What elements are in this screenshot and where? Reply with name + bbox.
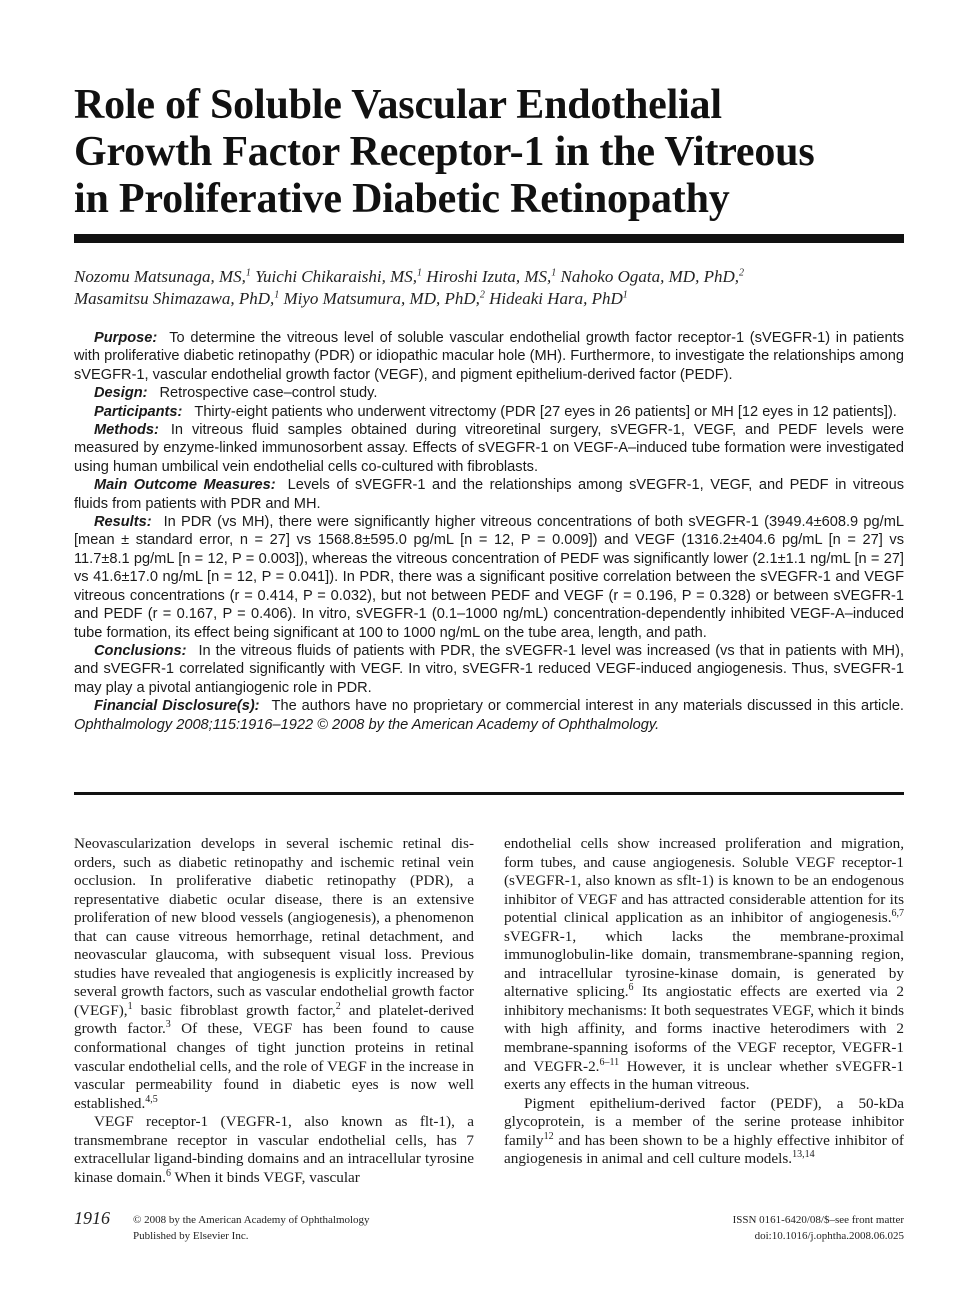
reference-marker: 4,5 — [145, 1093, 158, 1105]
abstract-outcome — [74, 476, 904, 513]
body-column-right — [504, 835, 904, 1169]
affiliation-marker: 1 — [245, 267, 251, 279]
body-text: Of these, VEGF has been found to cause conformational changes of tight junction proteins in retinal vascular endothelial cells, and the role of VEGF in the increase in vascular permeability found in diabetic eyes is now well established. — [74, 1020, 474, 1112]
section-label: Participants: — [94, 403, 183, 420]
affiliation-marker: 1 — [417, 267, 422, 279]
section-label: Design: — [94, 385, 148, 402]
author-name: Yuichi Chikaraishi, MS, — [255, 267, 417, 286]
reference-marker: 3 — [165, 1019, 171, 1031]
author-list — [74, 266, 904, 310]
reference-marker: 6–11 — [599, 1056, 620, 1068]
affiliation-marker: 2 — [479, 289, 485, 301]
reference-marker: 2 — [335, 1000, 341, 1012]
reference-marker: 13,14 — [792, 1149, 815, 1161]
body-text: However, it is unclear whether sVEGFR-1 exerts any effects in the human vitreous. — [504, 1057, 904, 1094]
section-text: In PDR (vs MH), there were significantly higher vitreous concentrations of both sVEGFR-1 (3949.4±608.9 pg/mL [mean ± standard error, n = 27] vs 1568.8±595.0 pg/mL [n = 12, P = 0.009]) and VEGF (1316.2±404.6 pg/mL [n = 27] vs 11.7±8.1 pg/mL [n = 12, P = 0.003]), whereas the vitreous concentration of PEDF was significantly lower (2.1±1.1 ng/mL [n = 27] vs 41.6±17.0 ng/mL [n = 12, P = 0.041]). In PDR, there was a significant positive correlation between the sVEGFR-1 and VEGF vitreous concentrations (r = 0.414, P = 0.032), but not between PEDF and VEGF (r = 0.196, P = 0.328) or between sVEGFR-1 and PEDF (r = 0.167, P = 0.406). In vitro, sVEGFR-1 (0.1–1000 ng/mL) concentration-dependently inhibited VEGF-A–induced tube formation, its effect being significant at 100 to 1000 ng/mL on the tube area, length, and path. — [74, 514, 904, 641]
journal-citation: Ophthalmology 2008;115:1916–1922 © 2008 by the American Academy of Ophthalmology. — [74, 716, 660, 733]
author-name: Nahoko Ogata, MD, PhD, — [560, 267, 739, 286]
body-text: and platelet-derived growth factor. — [74, 1001, 474, 1038]
author-line — [74, 288, 904, 310]
abstract-purpose — [74, 329, 904, 384]
body-paragraph — [74, 1113, 474, 1187]
abstract-participants — [74, 403, 904, 421]
title-line: Growth Factor Receptor-1 in the Vitreous — [74, 129, 815, 175]
section-text: Levels of sVEGFR-1 and the relationships among sVEGFR-1, VEGF, and PEDF in vitreous fluids from patients with PDR and MH. — [74, 477, 905, 512]
reference-marker: 6,7 — [891, 908, 904, 920]
section-label: Purpose: — [94, 330, 158, 346]
section-text: In the vitreous fluids of patients with PDR, the sVEGFR-1 level was increased (vs that in patients with MH), and sVEGFR-1 correlated significantly with VEGF. In vitro, sVEGFR-1 reduced VEGF-induced angiogenesis. Thus, sVEGFR-1 may play a pivotal antiangiogenic role in PDR. — [74, 642, 904, 696]
reference-marker: 6 — [628, 982, 634, 994]
affiliation-marker: 2 — [738, 267, 744, 279]
author-name: Miyo Matsumura, MD, PhD, — [283, 289, 480, 308]
abstract-design — [74, 384, 904, 402]
section-text: Thirty-eight patients who underwent vitrectomy (PDR [27 eyes in 26 patients] or MH [12 eyes in 12 patients]). — [194, 403, 897, 420]
affiliation-marker: 1 — [622, 289, 628, 301]
page-number: 1916 — [74, 1208, 110, 1228]
section-text: The authors have no proprietary or commercial interest in any materials discussed in this article. — [271, 698, 904, 715]
body-paragraph — [74, 835, 474, 1113]
article-title — [74, 82, 904, 223]
abstract-disclosure — [74, 697, 904, 734]
section-text: In vitreous fluid samples obtained during vitreoretinal surgery, sVEGFR-1, VEGF, and PEDF levels were measured by enzyme-linked immunosorbent assay. Effects of sVEGFR-1 on VEGF-A–induced tube formation were investigated using human umbilical vein endothelial cells co-cultured with fibroblasts. — [74, 422, 904, 475]
body-text: Pigment epithelium-derived factor (PEDF), a 50-kDa glycoprotein, is a member of the serine protease inhibitor family — [504, 1094, 904, 1149]
doi-text: doi:10.1016/j.ophtha.2008.06.025 — [754, 1230, 904, 1242]
affiliation-marker: 1 — [274, 289, 280, 301]
footer-copyright — [133, 1212, 370, 1244]
abstract-conclusions — [74, 642, 904, 697]
author-name: Hideaki Hara, PhD — [489, 289, 623, 308]
abstract — [74, 329, 904, 734]
author-name: Hiroshi Izuta, MS, — [426, 267, 552, 286]
author-name: Masamitsu Shimazawa, PhD, — [74, 289, 275, 308]
section-text: To determine the vitreous level of soluble vascular endothelial growth factor receptor-1 (sVEGFR-1) in patients with proliferative diabetic retinopathy (PDR) or idiopathic macular hole (MH). Furthermore, to investigate the relationships among sVEGFR-1, vascular endothelial growth factor (VEGF), and pigment epithelium-derived factor (PEDF). — [74, 330, 904, 383]
body-text: basic fibroblast growth factor, — [132, 1001, 336, 1019]
title-line: Role of Soluble Vascular Endothelial — [74, 82, 722, 128]
abstract-divider — [74, 792, 904, 795]
body-text: Its angiostatic effects are exerted via 2 inhibitory mechanisms: It both sequestrates VEGF, which it binds with high affinity, and forms inactive heterodimers with 2 membrane-spanning isoforms of the VEGF receptor, VEGFR-1 and VEGFR-2. — [504, 983, 904, 1075]
title-line: in Proliferative Diabetic Retinopathy — [74, 176, 730, 222]
issn-text: ISSN 0161-6420/08/$–see front matter — [732, 1214, 904, 1226]
publisher-text: Published by Elsevier Inc. — [133, 1230, 249, 1242]
section-label: Conclusions: — [94, 642, 187, 659]
reference-marker: 12 — [543, 1130, 554, 1142]
footer-identifiers — [733, 1212, 904, 1244]
body-text: and has been shown to be a highly effective inhibitor of angiogenesis in animal and cell culture models. — [504, 1131, 904, 1168]
body-text: sVEGFR-1, which lacks the membrane-proximal immunoglobulin-like domain, transmembrane-spanning region, and intracellular tyrosine-kinase domain, is generated by alternative splicing. — [504, 927, 904, 1001]
body-column-left — [74, 835, 474, 1187]
abstract-methods — [74, 421, 904, 476]
reference-marker: 6 — [165, 1167, 171, 1179]
section-label: Financial Disclosure(s): — [94, 698, 260, 715]
section-label: Methods: — [94, 422, 159, 439]
copyright-text: © 2008 by the American Academy of Ophthalmology — [133, 1214, 370, 1226]
body-text: Neovascularization develops in several ischemic retinal disorders, such as diabetic retinopathy and ischemic retinal vein occlusion. In proliferative diabetic retinopathy (PDR), a representative diabetic ocular disease, there is an extensive proliferation of new blood vessels (angiogenesis), a phenomenon that can cause vitreous hemorrhage, retinal detachment, and neovascular glaucoma, with subsequent visual loss. Previous studies have revealed that angiogenesis is explicitly increased by several growth factors, such as vascular endothelial growth factor (VEGF), — [74, 835, 474, 1019]
section-text: Retrospective case–control study. — [159, 385, 378, 402]
author-line — [74, 266, 904, 288]
body-paragraph — [504, 835, 904, 1095]
section-label: Results: — [94, 514, 152, 531]
affiliation-marker: 1 — [551, 267, 557, 279]
body-text: endothelial cells show increased proliferation and migration, form tubes, and cause angiogenesis. Soluble VEGF receptor-1 (sVEGFR-1, also known as sflt-1) is known to be an endogenous inhibitor of VEGF and has attracted considerable attention for its potential clinical application as an inhibitor of angiogenesis. — [504, 835, 904, 927]
body-text: When it binds VEGF, vascular — [170, 1168, 360, 1186]
reference-marker: 1 — [127, 1000, 133, 1012]
body-text: VEGF receptor-1 (VEGFR-1, also known as flt-1), a transmembrane receptor in vascular endothelial cells, has 7 extracellular ligand-binding domains and an intracellular tyrosine kinase domain. — [74, 1113, 474, 1186]
abstract-results — [74, 513, 904, 642]
body-paragraph — [504, 1095, 904, 1169]
author-name: Nozomu Matsunaga, MS, — [74, 267, 246, 286]
title-divider — [74, 234, 904, 243]
section-label: Main Outcome Measures: — [94, 477, 276, 494]
